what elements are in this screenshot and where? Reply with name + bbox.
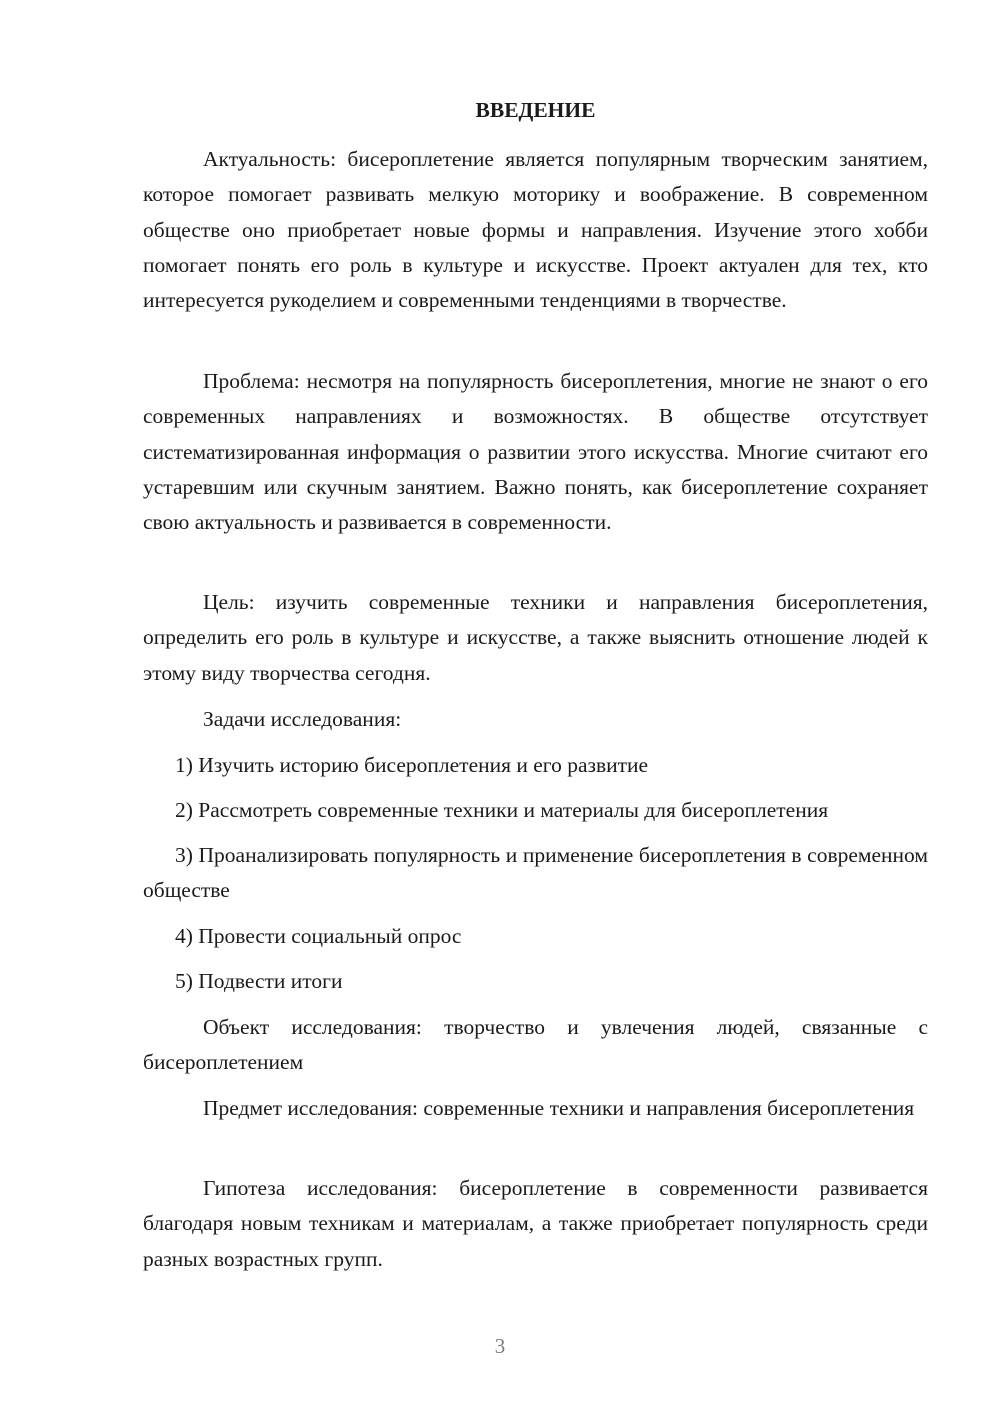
paragraph-problem: Проблема: несмотря на популярность бисероплетения, многие не знают о его современных направлениях и возможностях. В обществе отсутствует систематизированная информация о развитии этого искусства. Многие считают его устаревшим или скучным занятием. Важно понять, как бисероплетение сохраняет свою актуальность и развивается в современности. bbox=[143, 369, 928, 535]
tasks-heading: Задачи исследования: bbox=[203, 707, 402, 731]
paragraph-object: Объект исследования: творчество и увлечения людей, связанные с бисероплетением bbox=[143, 1015, 928, 1075]
task-item-4: 4) Провести социальный опрос bbox=[175, 924, 462, 948]
page-title: ВВЕДЕНИЕ bbox=[475, 98, 596, 122]
paragraph-subject: Предмет исследования: современные техники и направления бисероплетения bbox=[203, 1096, 915, 1120]
task-item-1: 1) Изучить историю бисероплетения и его развитие bbox=[175, 753, 649, 777]
paragraph-hypothesis: Гипотеза исследования: бисероплетение в современности развивается благодаря новым техникам и материалам, а также приобретает популярность среди разных возрастных групп. bbox=[143, 1176, 928, 1271]
page-number: 3 bbox=[494, 1334, 506, 1358]
task-item-2: 2) Рассмотреть современные техники и материалы для бисероплетения bbox=[175, 798, 829, 822]
paragraph-goal: Цель: изучить современные техники и направления бисероплетения, определить его роль в культуре и искусстве, а также выяснить отношение людей к этому виду творчества сегодня. bbox=[143, 590, 928, 685]
paragraph-relevance: Актуальность: бисероплетение является популярным творческим занятием, которое помогает развивать мелкую моторику и воображение. В современном обществе оно приобретает новые формы и направления. Изучение этого хобби помогает понять его роль в культуре и искусстве. Проект актуален для тех, кто интересуется рукоделием и современными тенденциями в творчестве. bbox=[143, 147, 928, 313]
task-item-5: 5) Подвести итоги bbox=[175, 969, 343, 993]
task-item-3: 3) Проанализировать популярность и применение бисероплетения в современном обществе bbox=[143, 843, 928, 903]
